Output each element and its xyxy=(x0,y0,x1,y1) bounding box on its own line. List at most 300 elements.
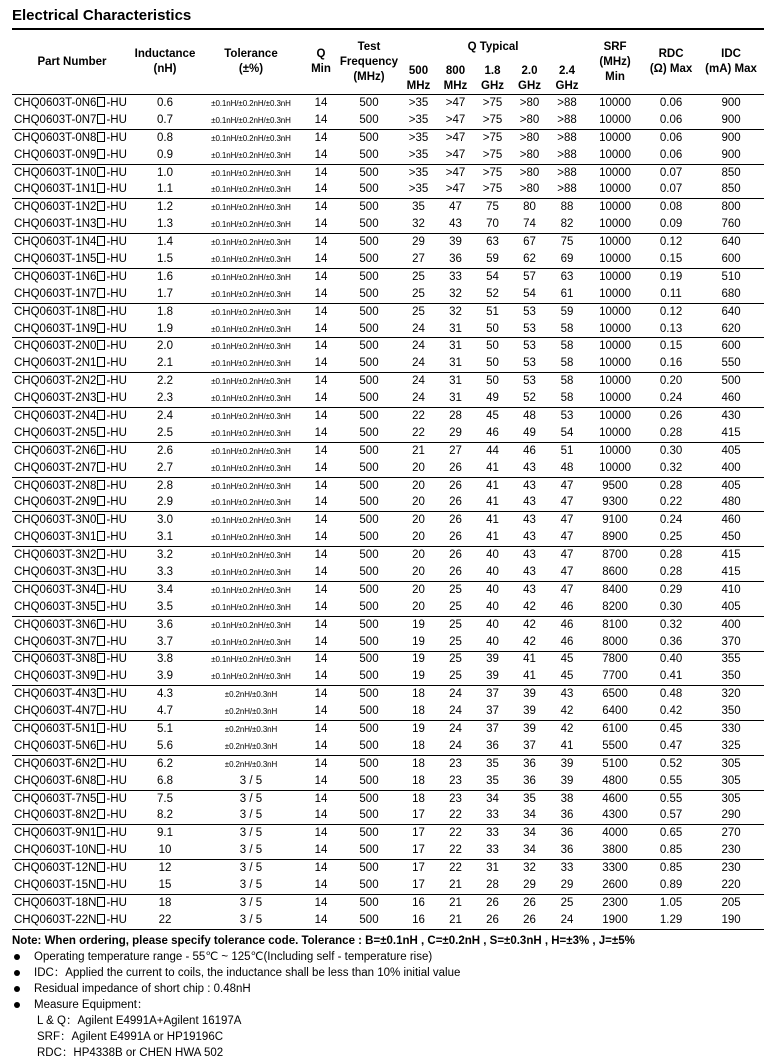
idc-cell: 370 xyxy=(698,634,764,651)
tolerance-cell: 3 / 5 xyxy=(239,862,263,875)
idc-cell: 230 xyxy=(721,862,741,875)
test-frequency-cell: 500 xyxy=(359,96,379,109)
rdc-cell: 0.16 xyxy=(644,355,698,372)
note-idc: IDC：Applied the current to coils, the inductance shall be less than 10% initial value xyxy=(12,965,775,981)
srf-cell: 10000 xyxy=(586,112,644,129)
q-800mhz-cell: 25 xyxy=(449,618,462,631)
part-number-cell xyxy=(12,216,132,233)
test-frequency-cell: 500 xyxy=(338,112,400,129)
part-number-suffix: -HU xyxy=(106,600,127,613)
rdc-cell: 0.41 xyxy=(644,668,698,685)
header-q-800mhz: 800 MHz xyxy=(443,65,468,92)
q-500mhz-cell: >35 xyxy=(400,147,437,164)
part-number-suffix: -HU xyxy=(106,531,127,544)
part-number-prefix: CHQ0603T-1N6 xyxy=(14,270,97,283)
q-2-4ghz-cell: 25 xyxy=(560,896,574,909)
part-number-suffix: -HU xyxy=(106,201,127,214)
q-2-4ghz-cell: 58 xyxy=(560,340,574,353)
q-min-cell: 14 xyxy=(304,147,338,164)
tolerance-cell: 3 / 5 xyxy=(239,896,263,909)
table-row xyxy=(12,773,764,790)
test-frequency-cell: 500 xyxy=(359,444,379,457)
q-1-8ghz-cell: >75 xyxy=(482,131,503,144)
tolerance-cell: ±0.1nH/±0.2nH/±0.3nH xyxy=(198,216,304,233)
q-min-cell: 14 xyxy=(304,808,338,825)
table-row xyxy=(12,755,764,772)
test-frequency-cell: 500 xyxy=(359,862,379,875)
q-800mhz-cell: >47 xyxy=(445,131,466,144)
q-2-4ghz-cell: 47 xyxy=(548,529,586,546)
header-rdc: RDC (Ω) Max xyxy=(649,48,693,75)
part-number-prefix: CHQ0603T-5N6 xyxy=(14,739,97,752)
q-1-8ghz-cell: 50 xyxy=(486,340,499,353)
q-800mhz-cell: 31 xyxy=(437,321,474,338)
test-frequency-cell: 500 xyxy=(338,634,400,651)
tolerance-code-box-icon xyxy=(97,758,105,768)
q-800mhz-cell: 22 xyxy=(449,862,462,875)
q-500mhz-cell: 20 xyxy=(400,494,437,511)
q-2-4ghz-cell: 47 xyxy=(548,494,586,511)
header-q-500mhz: 500 MHz xyxy=(406,65,431,92)
q-500mhz-cell: >35 xyxy=(408,166,429,179)
part-number-prefix: CHQ0603T-3N9 xyxy=(14,670,97,683)
q-1-8ghz-cell: 50 xyxy=(486,375,499,388)
table-row xyxy=(12,164,764,181)
table-row xyxy=(12,338,764,355)
q-1-8ghz-cell: 54 xyxy=(486,270,499,283)
rdc-cell: 0.26 xyxy=(659,409,683,422)
part-number-prefix: CHQ0603T-1N1 xyxy=(14,183,97,196)
q-min-cell: 14 xyxy=(304,912,338,929)
q-800mhz-cell: 26 xyxy=(449,479,462,492)
tolerance-code-box-icon xyxy=(97,271,105,281)
inductance-cell: 3.0 xyxy=(157,514,173,527)
srf-cell: 9500 xyxy=(602,479,628,492)
q-500mhz-cell: 19 xyxy=(400,634,437,651)
tolerance-code-box-icon xyxy=(97,809,105,819)
idc-cell: 460 xyxy=(698,390,764,407)
tolerance-cell: 3 / 5 xyxy=(239,792,263,805)
idc-cell: 305 xyxy=(698,773,764,790)
table-row xyxy=(12,112,764,129)
tolerance-cell: ±0.1nH/±0.2nH/±0.3nH xyxy=(198,668,304,685)
section-title: Electrical Characteristics xyxy=(12,7,192,24)
tolerance-cell: ±0.1nH/±0.2nH/±0.3nH xyxy=(211,620,291,630)
q-1-8ghz-cell: 46 xyxy=(474,425,511,442)
tolerance-cell: ±0.1nH/±0.2nH/±0.3nH xyxy=(198,181,304,198)
q-800mhz-cell: 25 xyxy=(449,583,462,596)
inductance-cell: 3.3 xyxy=(132,564,198,581)
part-number-suffix: -HU xyxy=(106,774,127,787)
test-frequency-cell: 500 xyxy=(338,494,400,511)
idc-cell: 410 xyxy=(721,583,741,596)
idc-cell: 350 xyxy=(698,668,764,685)
srf-cell: 10000 xyxy=(599,131,632,144)
table-row xyxy=(12,651,764,668)
q-800mhz-cell: 26 xyxy=(437,529,474,546)
q-800mhz-cell: 26 xyxy=(449,514,462,527)
header-test-frequency: Test Frequency (MHz) xyxy=(339,40,399,83)
part-number-prefix: CHQ0603T-3N6 xyxy=(14,618,97,631)
q-min-cell: 14 xyxy=(314,723,328,735)
part-number-cell xyxy=(12,338,132,355)
srf-cell: 9100 xyxy=(602,514,628,527)
srf-cell: 7800 xyxy=(602,653,628,666)
inductance-cell: 15 xyxy=(132,877,198,894)
test-frequency-cell: 500 xyxy=(338,703,400,720)
rdc-cell: 0.65 xyxy=(659,827,683,840)
part-number-cell xyxy=(12,634,132,651)
q-800mhz-cell: 23 xyxy=(437,773,474,790)
q-800mhz-cell: 24 xyxy=(449,723,462,735)
q-min-cell: 14 xyxy=(304,773,338,790)
srf-cell: 8100 xyxy=(602,618,628,631)
q-2-0ghz-cell: >80 xyxy=(511,112,548,129)
table-row xyxy=(12,616,764,633)
q-min-cell: 14 xyxy=(314,549,328,562)
q-1-8ghz-cell: 39 xyxy=(486,653,499,666)
tolerance-code-box-icon xyxy=(97,723,105,733)
q-500mhz-cell: 19 xyxy=(412,618,425,631)
q-2-0ghz-cell: 43 xyxy=(511,460,548,477)
q-2-0ghz-cell: 43 xyxy=(523,514,536,527)
q-500mhz-cell: >35 xyxy=(408,131,429,144)
q-2-4ghz-cell: 39 xyxy=(560,757,574,770)
tolerance-code-box-icon xyxy=(97,827,105,837)
table-row xyxy=(12,877,764,894)
inductance-cell: 6.2 xyxy=(157,757,173,770)
q-min-cell: 14 xyxy=(304,251,338,268)
q-2-0ghz-cell: 39 xyxy=(511,703,548,720)
tolerance-cell: ±0.1nH/±0.2nH/±0.3nH xyxy=(198,599,304,616)
q-800mhz-cell: 31 xyxy=(437,390,474,407)
srf-cell: 10000 xyxy=(586,181,644,198)
q-2-4ghz-cell: 47 xyxy=(548,564,586,581)
test-frequency-cell: 500 xyxy=(359,827,379,840)
test-frequency-cell: 500 xyxy=(338,738,400,755)
tolerance-code-box-icon xyxy=(97,636,105,646)
idc-cell: 850 xyxy=(721,166,741,179)
rdc-cell: 0.28 xyxy=(659,549,683,562)
rdc-cell: 0.47 xyxy=(644,738,698,755)
q-800mhz-cell: 31 xyxy=(449,340,462,353)
rdc-cell: 1.29 xyxy=(644,912,698,929)
inductance-cell: 3.4 xyxy=(157,583,173,596)
idc-cell: 270 xyxy=(721,827,741,840)
test-frequency-cell: 500 xyxy=(359,166,379,179)
q-2-4ghz-cell: 46 xyxy=(560,618,574,631)
q-800mhz-cell: 21 xyxy=(437,877,474,894)
test-frequency-cell: 500 xyxy=(338,147,400,164)
srf-cell: 6500 xyxy=(602,688,628,701)
part-number-suffix: -HU xyxy=(106,461,127,474)
tolerance-code-box-icon xyxy=(97,340,105,350)
part-number-suffix: -HU xyxy=(106,862,127,875)
idc-cell: 900 xyxy=(721,131,741,144)
q-min-cell: 14 xyxy=(304,355,338,372)
tolerance-code-box-icon xyxy=(97,253,105,263)
q-1-8ghz-cell: 34 xyxy=(486,792,499,805)
part-number-prefix: CHQ0603T-2N1 xyxy=(14,357,97,370)
srf-cell: 10000 xyxy=(586,460,644,477)
srf-cell: 8600 xyxy=(586,564,644,581)
idc-cell: 550 xyxy=(698,355,764,372)
tolerance-code-box-icon xyxy=(97,445,105,455)
q-800mhz-cell: 33 xyxy=(449,270,462,283)
part-number-suffix: -HU xyxy=(106,287,127,300)
q-500mhz-cell: 27 xyxy=(400,251,437,268)
q-1-8ghz-cell: 44 xyxy=(486,444,499,457)
q-800mhz-cell: 29 xyxy=(437,425,474,442)
idc-cell: 205 xyxy=(721,896,741,909)
tolerance-cell: ±0.1nH/±0.2nH/±0.3nH xyxy=(211,133,291,143)
part-number-suffix: -HU xyxy=(106,913,127,926)
part-number-prefix: CHQ0603T-1N7 xyxy=(14,287,97,300)
srf-cell: 1900 xyxy=(586,912,644,929)
q-1-8ghz-cell: 50 xyxy=(474,321,511,338)
rdc-cell: 0.12 xyxy=(659,236,683,249)
q-1-8ghz-cell: 37 xyxy=(486,723,499,735)
q-2-0ghz-cell: 53 xyxy=(523,305,536,318)
test-frequency-cell: 500 xyxy=(338,599,400,616)
table-row xyxy=(12,912,764,929)
test-frequency-cell: 500 xyxy=(359,896,379,909)
part-number-suffix: -HU xyxy=(106,113,127,126)
part-number-cell xyxy=(12,494,132,511)
q-2-4ghz-cell: 54 xyxy=(548,425,586,442)
test-frequency-cell: 500 xyxy=(359,549,379,562)
inductance-cell: 2.9 xyxy=(132,494,198,511)
q-min-cell: 14 xyxy=(314,444,328,457)
tolerance-code-box-icon xyxy=(97,705,105,715)
rdc-cell: 0.24 xyxy=(659,514,683,527)
inductance-cell: 1.0 xyxy=(157,166,173,179)
q-500mhz-cell: 19 xyxy=(412,723,425,735)
part-number-prefix: CHQ0603T-6N2 xyxy=(14,757,97,770)
part-number-suffix: -HU xyxy=(106,635,127,648)
q-2-0ghz-cell: >80 xyxy=(519,131,540,144)
srf-cell: 8900 xyxy=(586,529,644,546)
q-2-4ghz-cell: >88 xyxy=(548,147,586,164)
header-q-2-4ghz: 2.4 GHz xyxy=(555,65,579,92)
electrical-characteristics-table xyxy=(12,28,764,930)
q-1-8ghz-cell: 26 xyxy=(486,896,499,909)
q-2-4ghz-cell: >88 xyxy=(557,131,577,144)
part-number-suffix: -HU xyxy=(106,653,127,666)
q-2-4ghz-cell: 29 xyxy=(548,877,586,894)
q-1-8ghz-cell: 37 xyxy=(474,703,511,720)
table-row xyxy=(12,738,764,755)
q-1-8ghz-cell: 41 xyxy=(474,529,511,546)
inductance-cell: 5.1 xyxy=(157,723,173,735)
part-number-cell xyxy=(12,790,132,807)
q-500mhz-cell: 25 xyxy=(400,286,437,303)
part-number-prefix: CHQ0603T-3N1 xyxy=(14,531,97,544)
test-frequency-cell: 500 xyxy=(338,355,400,372)
q-800mhz-cell: 26 xyxy=(437,494,474,511)
q-800mhz-cell: 23 xyxy=(449,792,462,805)
q-min-cell: 14 xyxy=(314,96,328,109)
q-2-0ghz-cell: 48 xyxy=(523,409,536,422)
q-min-cell: 14 xyxy=(304,738,338,755)
q-1-8ghz-cell: 41 xyxy=(474,460,511,477)
q-1-8ghz-cell: >75 xyxy=(474,181,511,198)
q-500mhz-cell: 20 xyxy=(412,479,425,492)
q-min-cell: 14 xyxy=(314,375,328,388)
part-number-prefix: CHQ0603T-3N5 xyxy=(14,600,97,613)
q-1-8ghz-cell: 41 xyxy=(474,494,511,511)
part-number-prefix: CHQ0603T-10N xyxy=(14,844,97,857)
rdc-cell: 0.85 xyxy=(644,842,698,859)
q-2-0ghz-cell: 53 xyxy=(523,340,536,353)
part-number-cell xyxy=(12,268,132,285)
rdc-cell: 0.20 xyxy=(659,375,683,388)
q-800mhz-cell: >47 xyxy=(445,96,466,109)
idc-cell: 400 xyxy=(698,460,764,477)
inductance-cell: 8.2 xyxy=(132,808,198,825)
q-1-8ghz-cell: >75 xyxy=(482,96,503,109)
q-1-8ghz-cell: 33 xyxy=(474,808,511,825)
q-2-4ghz-cell: 36 xyxy=(548,842,586,859)
q-min-cell: 14 xyxy=(304,703,338,720)
q-2-0ghz-cell: 41 xyxy=(523,653,536,666)
tolerance-code-box-icon xyxy=(97,688,105,698)
q-2-0ghz-cell: 34 xyxy=(511,808,548,825)
q-min-cell: 14 xyxy=(314,583,328,596)
srf-cell: 9300 xyxy=(586,494,644,511)
rdc-cell: 0.52 xyxy=(659,757,683,770)
inductance-cell: 0.6 xyxy=(157,96,173,109)
table-row xyxy=(12,268,764,285)
tolerance-cell: ±0.1nH/±0.2nH/±0.3nH xyxy=(198,112,304,129)
part-number-prefix: CHQ0603T-1N2 xyxy=(14,201,97,214)
part-number-suffix: -HU xyxy=(106,322,127,335)
q-1-8ghz-cell: >75 xyxy=(482,166,503,179)
table-row xyxy=(12,547,764,564)
q-min-cell: 14 xyxy=(304,877,338,894)
q-800mhz-cell: 24 xyxy=(449,688,462,701)
part-number-prefix: CHQ0603T-2N5 xyxy=(14,426,97,439)
tolerance-code-box-icon xyxy=(97,775,105,785)
rdc-cell: 0.09 xyxy=(644,216,698,233)
idc-cell: 405 xyxy=(721,479,741,492)
q-800mhz-cell: 25 xyxy=(437,599,474,616)
q-2-0ghz-cell: >80 xyxy=(511,147,548,164)
part-number-prefix: CHQ0603T-1N0 xyxy=(14,166,97,179)
q-1-8ghz-cell: 40 xyxy=(474,564,511,581)
inductance-cell: 0.8 xyxy=(157,131,173,144)
q-800mhz-cell: 31 xyxy=(437,355,474,372)
inductance-cell: 2.1 xyxy=(132,355,198,372)
test-frequency-cell: 500 xyxy=(338,425,400,442)
idc-cell: 415 xyxy=(698,564,764,581)
idc-cell: 760 xyxy=(698,216,764,233)
q-2-0ghz-cell: 26 xyxy=(523,896,536,909)
q-2-0ghz-cell: 57 xyxy=(523,270,536,283)
header-part-number: Part Number xyxy=(37,55,107,68)
q-1-8ghz-cell: 51 xyxy=(486,305,499,318)
tolerance-code-box-icon xyxy=(97,531,105,541)
q-2-4ghz-cell: 53 xyxy=(560,409,574,422)
tolerance-code-box-icon xyxy=(97,167,105,177)
q-2-0ghz-cell: 42 xyxy=(523,618,536,631)
tolerance-code-box-icon xyxy=(97,132,105,142)
idc-cell: 355 xyxy=(721,653,741,666)
tolerance-code-box-icon xyxy=(97,114,105,124)
q-2-0ghz-cell: 34 xyxy=(523,827,536,840)
rdc-cell: 0.30 xyxy=(659,444,683,457)
tolerance-code-box-icon xyxy=(97,793,105,803)
part-number-cell xyxy=(12,825,132,842)
part-number-suffix: -HU xyxy=(106,844,127,857)
tolerance-code-box-icon xyxy=(97,97,105,107)
tolerance-code-box-icon xyxy=(97,357,105,367)
part-number-suffix: -HU xyxy=(106,583,127,596)
tolerance-cell: 3 / 5 xyxy=(198,842,304,859)
header-tolerance: Tolerance (±%) xyxy=(224,48,278,75)
q-800mhz-cell: 21 xyxy=(449,896,462,909)
q-800mhz-cell: 26 xyxy=(437,460,474,477)
q-800mhz-cell: 21 xyxy=(437,912,474,929)
srf-cell: 10000 xyxy=(586,425,644,442)
rdc-cell: 0.11 xyxy=(644,286,698,303)
rdc-cell: 0.32 xyxy=(644,460,698,477)
equipment-rdc: RDC：HP4338B or CHEN HWA 502 xyxy=(37,1046,224,1059)
q-2-4ghz-cell: 51 xyxy=(560,444,574,457)
part-number-suffix: -HU xyxy=(106,514,127,527)
srf-cell: 10000 xyxy=(599,409,632,422)
test-frequency-cell: 500 xyxy=(359,757,379,770)
q-min-cell: 14 xyxy=(304,460,338,477)
q-500mhz-cell: 20 xyxy=(400,529,437,546)
part-number-suffix: -HU xyxy=(106,426,127,439)
q-2-0ghz-cell: >80 xyxy=(519,96,540,109)
part-number-suffix: -HU xyxy=(106,723,127,735)
idc-cell: 405 xyxy=(721,444,741,457)
inductance-cell: 0.9 xyxy=(132,147,198,164)
q-2-0ghz-cell: 43 xyxy=(523,479,536,492)
rdc-cell: 0.07 xyxy=(659,166,683,179)
table-row xyxy=(12,842,764,859)
q-500mhz-cell: 21 xyxy=(412,444,425,457)
part-number-prefix: CHQ0603T-2N0 xyxy=(14,340,97,353)
idc-cell: 330 xyxy=(721,723,741,735)
q-min-cell: 14 xyxy=(304,842,338,859)
part-number-prefix: CHQ0603T-2N3 xyxy=(14,392,97,405)
part-number-suffix: -HU xyxy=(106,340,127,353)
srf-cell: 4800 xyxy=(586,773,644,790)
part-number-suffix: -HU xyxy=(106,218,127,231)
tolerance-cell: ±0.1nH/±0.2nH/±0.3nH xyxy=(211,446,291,456)
part-number-cell xyxy=(12,286,132,303)
q-2-0ghz-cell: 49 xyxy=(511,425,548,442)
tolerance-cell: ±0.1nH/±0.2nH/±0.3nH xyxy=(211,377,291,387)
srf-cell: 10000 xyxy=(599,96,632,109)
q-min-cell: 14 xyxy=(314,479,328,492)
inductance-cell: 2.2 xyxy=(157,375,173,388)
rdc-cell: 0.06 xyxy=(659,96,683,109)
inductance-cell: 1.8 xyxy=(157,305,173,318)
table-row xyxy=(12,303,764,320)
part-number-cell xyxy=(12,442,132,459)
q-500mhz-cell: 35 xyxy=(412,201,425,214)
part-number-prefix: CHQ0603T-2N6 xyxy=(14,444,97,457)
q-1-8ghz-cell: >75 xyxy=(474,147,511,164)
rdc-cell: 0.32 xyxy=(659,618,683,631)
tolerance-cell: ±0.2nH/±0.3nH xyxy=(224,725,278,734)
rdc-cell: 0.55 xyxy=(659,792,683,805)
q-1-8ghz-cell: 40 xyxy=(486,549,499,562)
